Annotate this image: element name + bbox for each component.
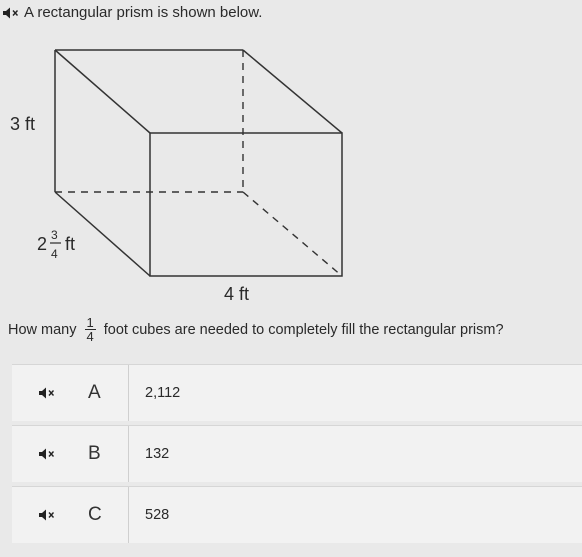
front-face	[150, 133, 342, 276]
fraction-numerator: 1	[86, 315, 94, 330]
prompt-text: A rectangular prism is shown below.	[24, 4, 263, 21]
choice-letter: C	[88, 504, 102, 525]
width-unit: ft	[65, 234, 76, 254]
prism-diagram	[0, 34, 360, 314]
speaker-icon[interactable]	[38, 508, 56, 522]
hidden-depth-edge	[243, 192, 342, 276]
question	[8, 316, 580, 343]
length-label: 4 ft	[224, 284, 250, 304]
speaker-icon[interactable]	[38, 447, 56, 461]
top-right-edge	[243, 50, 342, 133]
choice-b[interactable]	[12, 425, 582, 482]
question-text-after: foot cubes are needed to completely fill the rectangular prism?	[103, 321, 504, 338]
choice-c[interactable]	[12, 486, 582, 543]
answer-choices	[12, 364, 582, 547]
width-whole: 2	[37, 234, 48, 254]
choice-letter: B	[88, 443, 101, 464]
prism-figure	[0, 34, 360, 314]
choice-value: 132	[145, 446, 170, 462]
question-fraction	[85, 316, 96, 343]
width-num: 3	[51, 228, 58, 242]
question-text-before: How many	[8, 321, 77, 338]
choice-value: 2,112	[145, 385, 181, 401]
choice-value: 528	[145, 507, 170, 523]
choice-a[interactable]	[12, 364, 582, 421]
fraction-denominator: 4	[86, 329, 94, 344]
width-den: 4	[51, 247, 58, 261]
speaker-icon[interactable]	[38, 386, 56, 400]
choice-letter: A	[88, 382, 101, 403]
speaker-icon[interactable]	[2, 6, 20, 20]
top-left-edge	[55, 50, 150, 133]
prompt	[2, 4, 262, 21]
height-label: 3 ft	[10, 114, 36, 134]
